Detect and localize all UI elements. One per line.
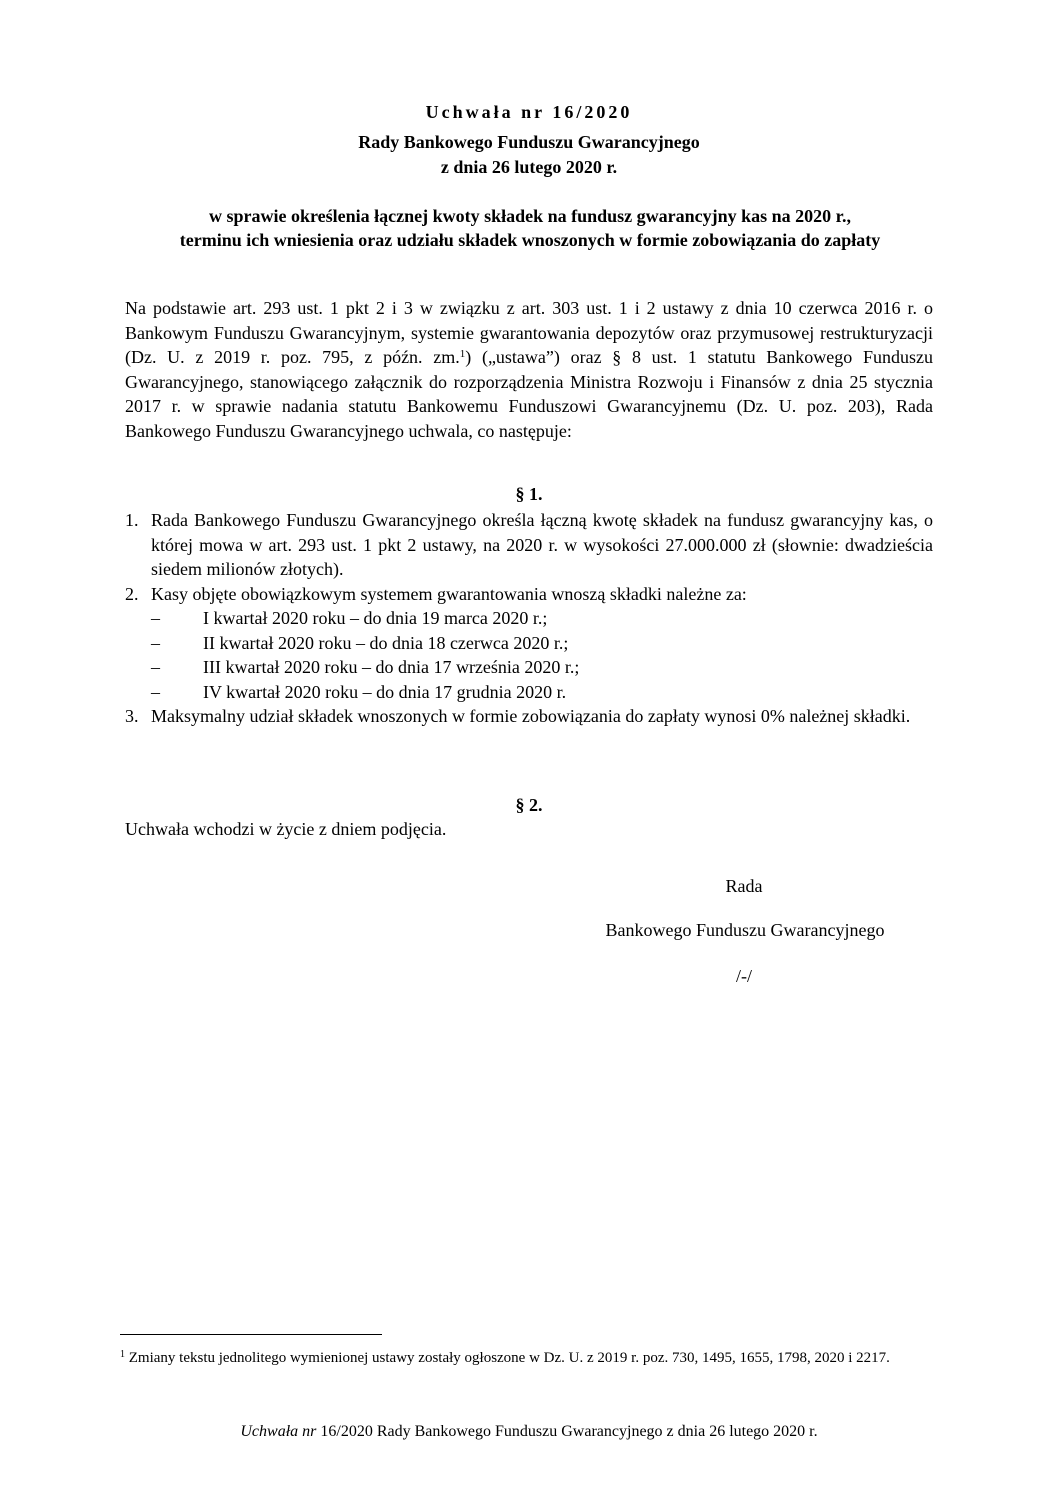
- list-item-text: Rada Bankowego Funduszu Gwarancyjnego określa łączną kwotę składek na fundusz gwarancyjny kas, o której mowa w art. 293 ust. 1 pkt 2 ustawy, na 2020 r. w wysokości 27.000.000 zł (słownie: dwadzieścia siedem milionów złotych).: [151, 510, 933, 579]
- legal-basis-paragraph: [125, 296, 933, 443]
- signature-line-1: Rada: [725, 876, 763, 896]
- list-item-number: 1.: [125, 510, 139, 530]
- sub-list-item-text: III kwartał 2020 roku – do dnia 17 września 2020 r.;: [203, 657, 580, 677]
- footnote-reference: 1: [459, 348, 466, 360]
- footnote-number: 1: [120, 1349, 125, 1360]
- sub-list-item-text: IV kwartał 2020 roku – do dnia 17 grudnia 2020 r.: [203, 681, 567, 702]
- footer-text: 16/2020 Rady Bankowego Funduszu Gwarancyjnego z dnia 26 lutego 2020 r.: [316, 1423, 818, 1440]
- dash-bullet: –: [151, 632, 160, 653]
- footnote-text: Zmiany tekstu jednolitego wymienionej ustawy zostały ogłoszone w Dz. U. z 2019 r. poz. 730, 1495, 1655, 1798, 2020 i 2217.: [128, 1350, 890, 1366]
- dash-bullet: –: [151, 657, 160, 677]
- sub-list-item-text: II kwartał 2020 roku – do dnia 18 czerwca 2020 r.;: [203, 632, 569, 653]
- list-item-text: Maksymalny udział składek wnoszonych w formie zobowiązania do zapłaty wynosi 0% należnej składki.: [151, 706, 911, 726]
- section-2-heading: § 2.: [515, 795, 543, 815]
- page-footer: [0, 1420, 1058, 1444]
- section-1-heading: § 1.: [515, 484, 543, 504]
- resolution-subject: [120, 204, 940, 252]
- sub-list-item-text: I kwartał 2020 roku – do dnia 19 marca 2020 r.;: [203, 608, 548, 628]
- list-item-number: 2.: [125, 583, 139, 604]
- footer-italic: Uchwała nr: [240, 1423, 317, 1440]
- list-item-number: 3.: [125, 706, 139, 726]
- section-1-list: [125, 508, 933, 729]
- legal-basis-text-2: ) („ustawa”) oraz § 8 ust. 1 statutu Bankowego Funduszu Gwarancyjnego, stanowiącego załącznik do rozporządzenia Ministra Rozwoju i Finansów z dnia 25 stycznia 2017 r. w sprawie nadania statutu Bankowemu Funduszowi Gwarancyjnemu (Dz. U. poz. 203), Rada Bankowego Funduszu Gwarancyjnego uchwala, co następuje:: [125, 347, 933, 441]
- resolution-title: Uchwała nr 16/2020: [425, 102, 633, 122]
- dash-bullet: –: [151, 608, 160, 628]
- effective-date-clause: Uchwała wchodzi w życie z dniem podjęcia.: [125, 819, 447, 839]
- issuing-body: Rady Bankowego Funduszu Gwarancyjnego: [358, 132, 700, 152]
- legal-basis-text-1: Na podstawie art. 293 ust. 1 pkt 2 i 3 w związku z art. 303 ust. 1 i 2 ustawy z dnia 10 czerwca 2016 r. o Bankowym Funduszu Gwarancyjnym, systemie gwarantowania depozytów oraz przymusowej restrukturyzacji (Dz. U. z 2019 r. poz. 795, z późn. zm.: [125, 298, 933, 367]
- footnote: [120, 1344, 935, 1369]
- sub-list-item: [125, 606, 933, 631]
- sub-list-item: [125, 680, 933, 705]
- subject-line-2: terminu ich wniesienia oraz udziału składek wnoszonych w formie zobowiązania do zapłaty: [179, 230, 881, 250]
- signature-mark: /-/: [736, 966, 752, 986]
- dash-bullet: –: [151, 681, 160, 702]
- list-item: [125, 508, 933, 582]
- list-item-text: Kasy objęte obowiązkowym systemem gwarantowania wnoszą składki należne za:: [151, 583, 747, 604]
- resolution-date: z dnia 26 lutego 2020 r.: [440, 157, 618, 177]
- sub-list-item: [125, 631, 933, 656]
- list-item: [125, 582, 933, 607]
- sub-list-item: [125, 655, 933, 680]
- list-item: [125, 704, 933, 729]
- footnote-separator: [120, 1334, 382, 1335]
- subject-line-1: w sprawie określenia łącznej kwoty składek na fundusz gwarancyjny kas na 2020 r.,: [208, 206, 852, 226]
- signature-line-2: Bankowego Funduszu Gwarancyjnego: [605, 920, 885, 940]
